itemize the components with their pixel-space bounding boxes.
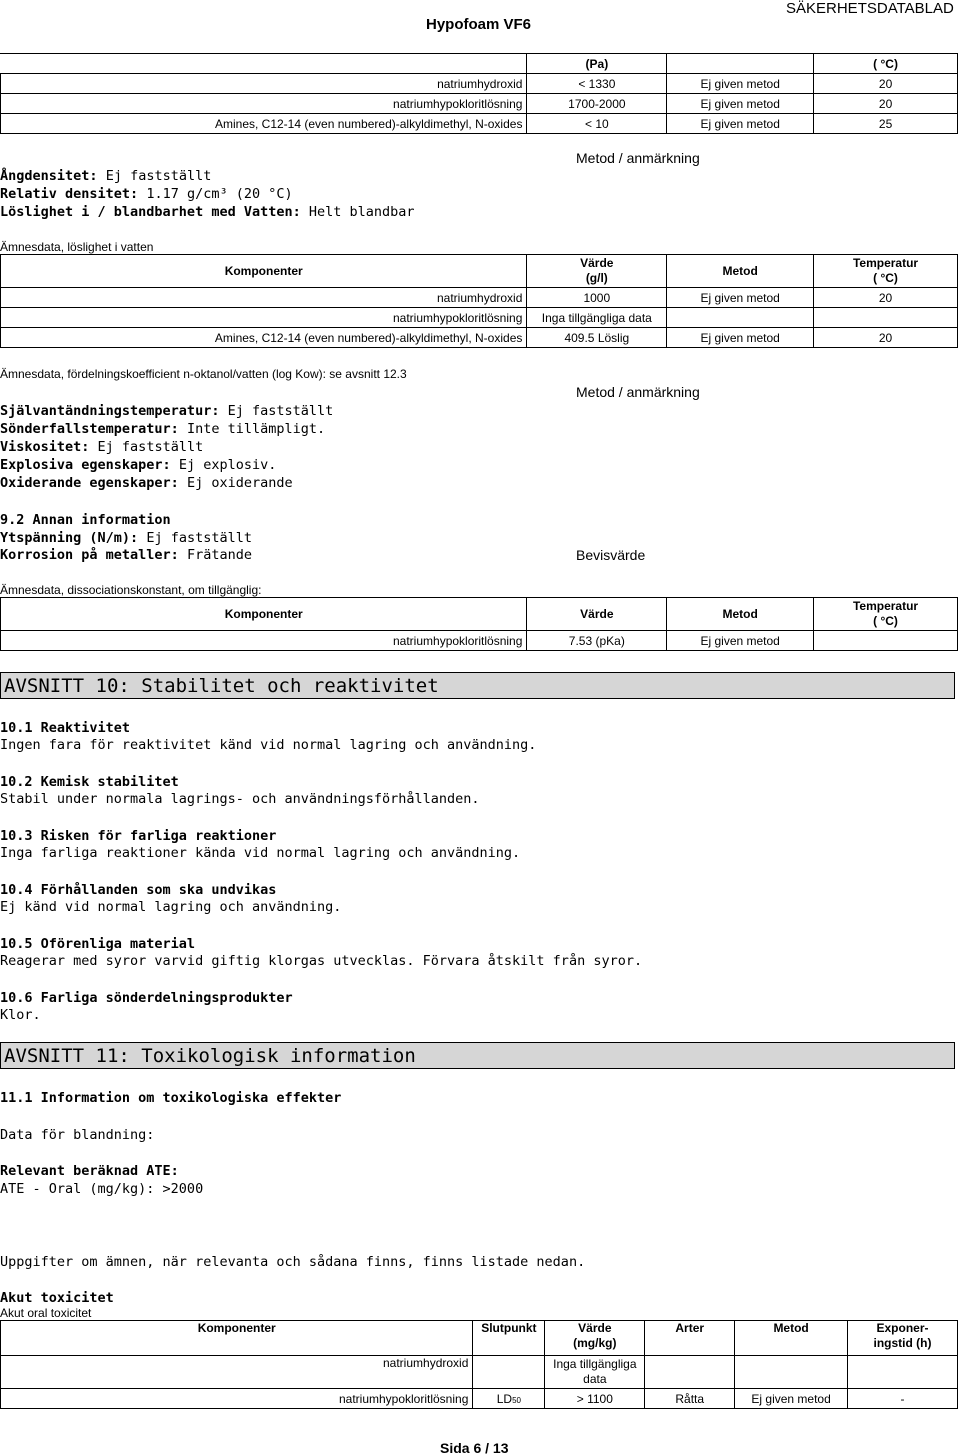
vapor-density: Ångdensitet: Ej fastställt (0, 168, 212, 184)
acute-heading: Akut toxicitet (0, 1290, 114, 1306)
s10-3-text: Inga farliga reaktioner kända vid normal lagring och användning. (0, 845, 521, 861)
evidence-label: Bevisvärde (576, 547, 646, 563)
table-row: natriumhydroxid < 1330 Ej given metod 20 (1, 74, 958, 94)
table-row: natriumhydroxid Inga tillgängliga data (1, 1356, 958, 1389)
solubility-caption: Ämnesdata, löslighet i vatten (0, 240, 154, 254)
table-header: Komponenter Värde (g/l) Metod Temperatur ( °C) (1, 255, 958, 288)
dissociation-table (0, 597, 958, 651)
section-10-title: AVSNITT 10: Stabilitet och reaktivitet (0, 672, 955, 699)
decomposition: Sönderfallstemperatur: Inte tillämpligt. (0, 421, 326, 437)
s10-4-heading: 10.4 Förhållanden som ska undvikas (0, 882, 277, 898)
table-row: natriumhypokloritlösning LD50 > 1100 Råtta Ej given metod - (1, 1389, 958, 1409)
table-row: natriumhydroxid 1000 Ej given metod 20 (1, 288, 958, 308)
s10-3-heading: 10.3 Risken för farliga reaktioner (0, 828, 277, 844)
s10-6-heading: 10.6 Farliga sönderdelningsprodukter (0, 990, 293, 1006)
s10-4-text: Ej känd vid normal lagring och användning. (0, 899, 342, 915)
s10-6-text: Klor. (0, 1007, 41, 1023)
table-header: Komponenter Slutpunkt Värde (mg/kg) Arter Metod Exponer- ingstid (h) (1, 1321, 958, 1356)
dissoc-caption: Ämnesdata, dissociationskonstant, om tillgänglig: (0, 583, 262, 597)
vapor-pressure-table (0, 53, 958, 134)
relative-density: Relativ densitet: 1.17 g/cm³ (20 °C) (0, 186, 293, 202)
table-row: natriumhypokloritlösning 1700-2000 Ej given metod 20 (1, 94, 958, 114)
table-row: Amines, C12-14 (even numbered)-alkyldimethyl, N-oxides 409.5 Löslig Ej given metod 20 (1, 328, 958, 348)
kow-note: Ämnesdata, fördelningskoefficient n-oktanol/vatten (log Kow): se avsnitt 12.3 (0, 367, 407, 381)
oxidizing: Oxiderande egenskaper: Ej oxiderande (0, 475, 293, 491)
method-heading-2: Metod / anmärkning (576, 384, 700, 400)
table-row: natriumhypokloritlösning Inga tillgängliga data (1, 308, 958, 328)
ate-heading: Relevant beräknad ATE: (0, 1163, 179, 1179)
s10-1-text: Ingen fara för reaktivitet känd vid normal lagring och användning. (0, 737, 537, 753)
toxicity-table (0, 1320, 958, 1409)
solubility: Löslighet i / blandbarhet med Vatten: Helt blandbar (0, 204, 415, 220)
viscosity: Viskositet: Ej fastställt (0, 439, 204, 455)
product-name: Hypofoam VF6 (426, 16, 532, 33)
s10-5-heading: 10.5 Oförenliga material (0, 936, 196, 952)
acute-oral-caption: Akut oral toxicitet (0, 1306, 92, 1320)
s10-5-text: Reagerar med syror varvid giftig klorgas utvecklas. Förvara åtskilt från syror. (0, 953, 643, 969)
page-number: Sida 6 / 13 (440, 1440, 509, 1456)
section-11-title: AVSNITT 11: Toxikologisk information (0, 1042, 955, 1069)
value-unit: (Pa) (527, 54, 667, 74)
s10-2-text: Stabil under normala lagrings- och användningsförhållanden. (0, 791, 480, 807)
table-header: Komponenter Värde Metod Temperatur ( °C) (1, 598, 958, 631)
surface-tension: Ytspänning (N/m): Ej fastställt (0, 530, 252, 546)
solubility-table (0, 254, 958, 348)
table-row: natriumhypokloritlösning 7.53 (pKa) Ej given metod (1, 631, 958, 651)
ate-value: ATE - Oral (mg/kg): >2000 (0, 1181, 204, 1197)
autoignition: Självantändningstemperatur: Ej fastställt (0, 403, 334, 419)
other-info-heading: 9.2 Annan information (0, 512, 171, 528)
s11-1-heading: 11.1 Information om toxikologiska effekter (0, 1090, 342, 1106)
explosive: Explosiva egenskaper: Ej explosiv. (0, 457, 277, 473)
corrosion: Korrosion på metaller: Frätande (0, 547, 252, 563)
method-heading: Metod / anmärkning (576, 150, 700, 166)
temp-unit: ( °C) (814, 54, 958, 74)
table-row: Amines, C12-14 (even numbered)-alkyldimethyl, N-oxides < 10 Ej given metod 25 (1, 114, 958, 134)
s10-1-heading: 10.1 Reaktivitet (0, 720, 131, 736)
mixture-data: Data för blandning: (0, 1127, 155, 1143)
document-type: SÄKERHETSDATABLAD (786, 0, 954, 17)
s10-2-heading: 10.2 Kemisk stabilitet (0, 774, 179, 790)
components-note: Uppgifter om ämnen, när relevanta och sådana finns, finns listade nedan. (0, 1254, 586, 1270)
table-row (1, 54, 958, 74)
